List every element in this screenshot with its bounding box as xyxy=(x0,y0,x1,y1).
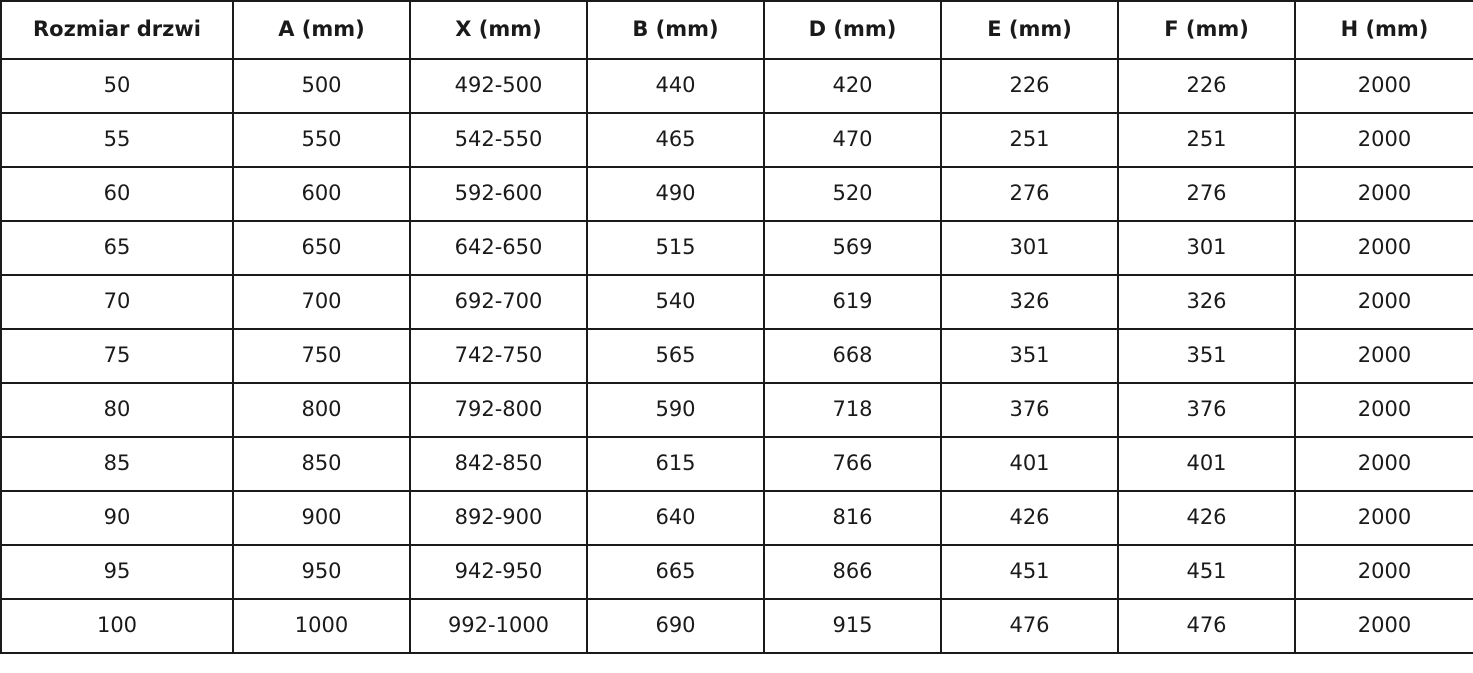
column-header-a: A (mm) xyxy=(233,1,410,59)
cell-door-size: 100 xyxy=(1,599,233,653)
cell-door-size: 55 xyxy=(1,113,233,167)
cell-e: 326 xyxy=(941,275,1118,329)
cell-b: 615 xyxy=(587,437,764,491)
table-row xyxy=(1,545,1473,599)
cell-h: 2000 xyxy=(1295,329,1473,383)
cell-e: 251 xyxy=(941,113,1118,167)
table-header xyxy=(1,1,1473,59)
cell-door-size: 70 xyxy=(1,275,233,329)
cell-d: 915 xyxy=(764,599,941,653)
table-row xyxy=(1,275,1473,329)
table-row xyxy=(1,221,1473,275)
cell-b: 515 xyxy=(587,221,764,275)
column-header-door-size: Rozmiar drzwi xyxy=(1,1,233,59)
cell-h: 2000 xyxy=(1295,545,1473,599)
cell-h: 2000 xyxy=(1295,167,1473,221)
cell-d: 816 xyxy=(764,491,941,545)
cell-d: 766 xyxy=(764,437,941,491)
cell-f: 476 xyxy=(1118,599,1295,653)
cell-door-size: 85 xyxy=(1,437,233,491)
cell-door-size: 65 xyxy=(1,221,233,275)
cell-x: 642-650 xyxy=(410,221,587,275)
cell-x: 792-800 xyxy=(410,383,587,437)
cell-door-size: 90 xyxy=(1,491,233,545)
cell-f: 451 xyxy=(1118,545,1295,599)
cell-x: 542-550 xyxy=(410,113,587,167)
cell-a: 650 xyxy=(233,221,410,275)
cell-a: 900 xyxy=(233,491,410,545)
cell-f: 351 xyxy=(1118,329,1295,383)
cell-d: 866 xyxy=(764,545,941,599)
cell-e: 426 xyxy=(941,491,1118,545)
cell-f: 301 xyxy=(1118,221,1295,275)
cell-b: 590 xyxy=(587,383,764,437)
cell-a: 600 xyxy=(233,167,410,221)
cell-door-size: 95 xyxy=(1,545,233,599)
table-row xyxy=(1,59,1473,113)
table-row xyxy=(1,491,1473,545)
cell-b: 565 xyxy=(587,329,764,383)
cell-d: 569 xyxy=(764,221,941,275)
cell-x: 692-700 xyxy=(410,275,587,329)
cell-door-size: 80 xyxy=(1,383,233,437)
cell-x: 992-1000 xyxy=(410,599,587,653)
cell-b: 540 xyxy=(587,275,764,329)
cell-h: 2000 xyxy=(1295,437,1473,491)
cell-a: 500 xyxy=(233,59,410,113)
cell-x: 742-750 xyxy=(410,329,587,383)
column-header-b: B (mm) xyxy=(587,1,764,59)
cell-b: 690 xyxy=(587,599,764,653)
table-row xyxy=(1,113,1473,167)
cell-door-size: 75 xyxy=(1,329,233,383)
cell-x: 592-600 xyxy=(410,167,587,221)
cell-e: 226 xyxy=(941,59,1118,113)
table-row xyxy=(1,437,1473,491)
cell-x: 842-850 xyxy=(410,437,587,491)
column-header-e: E (mm) xyxy=(941,1,1118,59)
cell-a: 550 xyxy=(233,113,410,167)
cell-f: 376 xyxy=(1118,383,1295,437)
cell-d: 420 xyxy=(764,59,941,113)
cell-h: 2000 xyxy=(1295,275,1473,329)
column-header-h: H (mm) xyxy=(1295,1,1473,59)
cell-h: 2000 xyxy=(1295,491,1473,545)
table-body xyxy=(1,59,1473,653)
cell-a: 750 xyxy=(233,329,410,383)
cell-e: 401 xyxy=(941,437,1118,491)
cell-e: 451 xyxy=(941,545,1118,599)
cell-b: 665 xyxy=(587,545,764,599)
cell-f: 276 xyxy=(1118,167,1295,221)
cell-b: 440 xyxy=(587,59,764,113)
cell-a: 800 xyxy=(233,383,410,437)
table-row xyxy=(1,167,1473,221)
cell-door-size: 60 xyxy=(1,167,233,221)
table-row xyxy=(1,329,1473,383)
cell-h: 2000 xyxy=(1295,383,1473,437)
cell-a: 850 xyxy=(233,437,410,491)
column-header-d: D (mm) xyxy=(764,1,941,59)
cell-f: 326 xyxy=(1118,275,1295,329)
cell-e: 351 xyxy=(941,329,1118,383)
cell-e: 476 xyxy=(941,599,1118,653)
cell-f: 251 xyxy=(1118,113,1295,167)
cell-e: 301 xyxy=(941,221,1118,275)
table-row xyxy=(1,599,1473,653)
cell-e: 276 xyxy=(941,167,1118,221)
column-header-f: F (mm) xyxy=(1118,1,1295,59)
cell-a: 700 xyxy=(233,275,410,329)
cell-d: 619 xyxy=(764,275,941,329)
cell-f: 226 xyxy=(1118,59,1295,113)
table-row xyxy=(1,383,1473,437)
cell-b: 490 xyxy=(587,167,764,221)
cell-h: 2000 xyxy=(1295,599,1473,653)
table-header-row xyxy=(1,1,1473,59)
cell-d: 668 xyxy=(764,329,941,383)
cell-h: 2000 xyxy=(1295,113,1473,167)
cell-a: 950 xyxy=(233,545,410,599)
cell-h: 2000 xyxy=(1295,59,1473,113)
cell-f: 401 xyxy=(1118,437,1295,491)
cell-f: 426 xyxy=(1118,491,1295,545)
cell-a: 1000 xyxy=(233,599,410,653)
cell-x: 942-950 xyxy=(410,545,587,599)
column-header-x: X (mm) xyxy=(410,1,587,59)
cell-door-size: 50 xyxy=(1,59,233,113)
cell-h: 2000 xyxy=(1295,221,1473,275)
cell-b: 465 xyxy=(587,113,764,167)
cell-b: 640 xyxy=(587,491,764,545)
cell-e: 376 xyxy=(941,383,1118,437)
cell-d: 520 xyxy=(764,167,941,221)
cell-d: 470 xyxy=(764,113,941,167)
cell-d: 718 xyxy=(764,383,941,437)
cell-x: 492-500 xyxy=(410,59,587,113)
cell-x: 892-900 xyxy=(410,491,587,545)
